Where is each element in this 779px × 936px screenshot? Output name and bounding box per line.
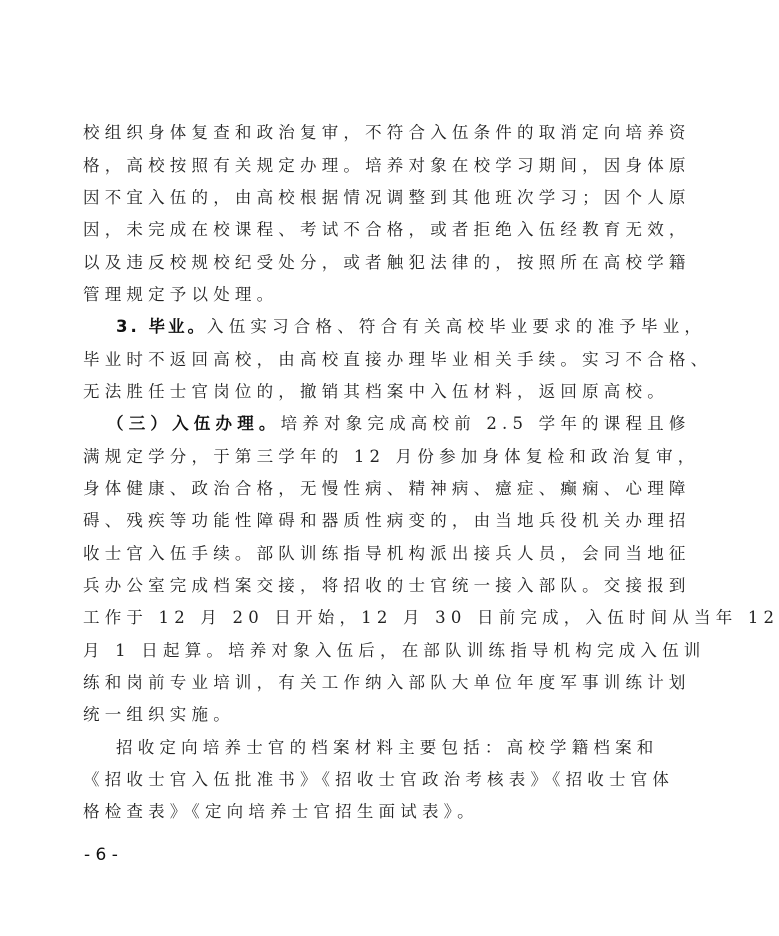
- paragraph-line: [83, 639, 706, 663]
- paragraph-line: [83, 348, 713, 372]
- paragraph-line: [83, 768, 675, 792]
- paragraph-line: [83, 218, 691, 242]
- paragraph-line: [83, 121, 691, 145]
- section-heading-enlistment: （三）入伍办理。: [107, 414, 281, 433]
- line-text: 工作于 12 月 20 日开始，12 月 30 日前完成，入伍时间从当年 12: [83, 608, 779, 627]
- line-text: 入伍实习合格、符合有关高校毕业要求的准予毕业，: [207, 317, 707, 336]
- paragraph-line: [83, 445, 700, 469]
- paragraph-line: [83, 574, 691, 598]
- line-text: 月 1 日起算。培养对象入伍后，在部队训练指导机构完成入伍训: [83, 641, 706, 660]
- paragraph-line: [83, 154, 691, 178]
- line-text: 碍、残疾等功能性障碍和器质性病变的，由当地兵役机关办理招: [83, 511, 691, 530]
- line-text: 格，高校按照有关规定办理。培养对象在校学习期间，因身体原: [83, 156, 691, 175]
- paragraph-line: [83, 671, 691, 695]
- paragraph-line: [83, 186, 691, 210]
- line-text: 因不宜入伍的，由高校根据情况调整到其他班次学习；因个人原: [83, 188, 691, 207]
- paragraph-line: [83, 509, 691, 533]
- line-text: 以及违反校规校纪受处分，或者触犯法律的，按照所在高校学籍: [83, 253, 691, 272]
- paragraph-line: [83, 283, 575, 307]
- paragraph-line: [83, 542, 691, 566]
- line-text: 校组织身体复查和政治复审，不符合入伍条件的取消定向培养资: [83, 123, 691, 142]
- line-text: 格检查表》《定向培养士官招生面试表》。: [83, 802, 479, 821]
- section-enlistment-line: [107, 412, 691, 436]
- page-number: - 6 -: [84, 845, 118, 865]
- paragraph-line: [83, 380, 669, 404]
- paragraph-line: [83, 251, 691, 275]
- line-text: 因，未完成在校课程、考试不合格，或者拒绝入伍经教育无效，: [83, 220, 691, 239]
- line-text: 毕业时不返回高校，由高校直接办理毕业相关手续。实习不合格、: [83, 350, 713, 369]
- paragraph-line: [83, 606, 779, 630]
- paragraph-line: [83, 800, 575, 824]
- line-text: 招收定向培养士官的档案材料主要包括：高校学籍档案和: [116, 738, 659, 757]
- line-text: 无法胜任士官岗位的，撤销其档案中入伍材料，返回原高校。: [83, 382, 669, 401]
- section-heading-graduation: 3. 毕业。: [116, 317, 207, 336]
- line-text: 兵办公室完成档案交接，将招收的士官统一接入部队。交接报到: [83, 576, 691, 595]
- line-text: 练和岗前专业培训，有关工作纳入部队大单位年度军事训练计划: [83, 673, 691, 692]
- line-text: 满规定学分，于第三学年的 12 月份参加身体复检和政治复审，: [83, 447, 700, 466]
- line-text: 收士官入伍手续。部队训练指导机构派出接兵人员，会同当地征: [83, 544, 691, 563]
- line-text: 培养对象完成高校前 2.5 学年的课程且修: [280, 414, 691, 433]
- line-text: 统一组织实施。: [83, 705, 235, 724]
- line-text: 身体健康、政治合格，无慢性病、精神病、癔症、癫痫、心理障: [83, 479, 691, 498]
- line-text: 《招收士官入伍批准书》《招收士官政治考核表》《招收士官体: [83, 770, 675, 789]
- paragraph-line: [83, 477, 691, 501]
- section-graduation-line: [116, 315, 707, 339]
- paragraph-line: [83, 703, 575, 727]
- line-text: 管理规定予以处理。: [83, 285, 279, 304]
- paragraph-line: [116, 736, 659, 760]
